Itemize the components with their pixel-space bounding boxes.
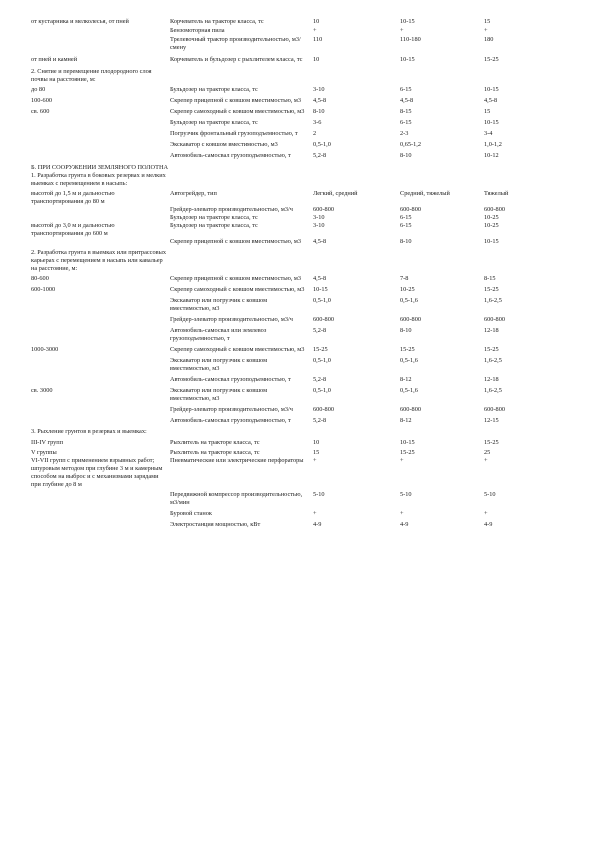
table-cell-c4: 10-15 (400, 18, 415, 25)
table-cell-c3: 8-10 (313, 108, 325, 115)
table-cell-c3: 3-10 (313, 86, 325, 93)
table-cell-c5: 3-4 (484, 130, 493, 137)
table-cell-c5: 25 (484, 449, 491, 456)
table-cell-c4: 4,5-8 (400, 97, 414, 104)
table-cell-c1: св. 600 (31, 108, 50, 115)
table-cell-c2: Скрепер самоходный с ковшом вместимостью, м3 (170, 346, 305, 353)
table-cell-c1: от пней и камней (31, 56, 78, 63)
table-cell-c2: Передвижной компрессор производительностью, м3/мин (170, 491, 303, 506)
table-cell-c4: 4-9 (400, 521, 409, 528)
table-cell-c4: 0,65-1,2 (400, 141, 421, 148)
table-cell-c5: 12-18 (484, 376, 499, 383)
table-cell-c2: Скрепер прицепной с ковшом вместимостью, м3 (170, 275, 302, 282)
table-cell-c5: 600-800 (484, 406, 505, 413)
table-cell-c3: 3-10 (313, 222, 325, 229)
table-row (31, 439, 571, 447)
table-cell-c5: + (484, 510, 488, 517)
table-cell-c2: Скрепер самоходный с ковшом вместимостью, м3 (170, 108, 305, 115)
table-row (31, 18, 571, 26)
table-cell-c4: 6-15 (400, 86, 412, 93)
table-cell-c4: 8-15 (400, 108, 412, 115)
table-cell-c1 (31, 130, 170, 138)
table-cell-c5: 8-15 (484, 275, 496, 282)
table-cell-c5: 1,0-1,2 (484, 141, 502, 148)
table-row (31, 406, 571, 414)
table-cell-c2: Погрузчик фронтальный грузоподъемностью, т (170, 130, 298, 137)
table-cell-c3: 5,2-8 (313, 327, 327, 334)
table-cell-c3: 5-10 (313, 491, 325, 498)
table-cell-c5: 15 (484, 108, 491, 115)
table-cell-c1: 100-600 (31, 97, 52, 104)
table-cell-c1: VI-VII групп с применением взрывных работ; шпуровым методом при глубине 3 м и камерным способом на выброс и с механизмами зарядами при глубине до 8 м (31, 457, 163, 488)
table-cell-c2: Автомобиль-самосвал грузоподъемностью, т (170, 152, 291, 159)
table-cell-c5: 10-15 (484, 86, 499, 93)
table-cell-c4: 10-15 (400, 439, 415, 446)
table-cell-c5: 10-12 (484, 152, 499, 159)
table-cell-c5: 600-800 (484, 316, 505, 323)
table-row (31, 275, 571, 283)
table-row (31, 449, 571, 457)
table-cell-c3: 600-800 (313, 206, 334, 213)
table-row (31, 249, 571, 273)
table-cell-c5: 4,5-8 (484, 97, 498, 104)
table-cell-c4: 0,5-1,6 (400, 387, 418, 394)
table-cell-c2: Автогрейдер, тип (170, 190, 217, 197)
table-cell-c5: 10-15 (484, 119, 499, 126)
table-cell-c5 (484, 172, 564, 188)
document-page (31, 18, 571, 529)
table-row (31, 297, 571, 313)
table-cell-c2 (170, 172, 313, 188)
table-cell-c1 (31, 152, 170, 160)
table-cell-c4: 6-15 (400, 119, 412, 126)
table-cell-c1: высотой до 3,0 м и дальностью транспортирования до 600 м (31, 222, 115, 237)
table-cell-c4: 8-12 (400, 417, 412, 424)
table-cell-c2: Грейдер-элеватор производительностью, м3/ч (170, 206, 293, 213)
table-cell-c1: 2. Снятие и перемещение плодородного слоя почвы на расстояние, м: (31, 68, 152, 83)
table-row (31, 164, 571, 172)
table-row (31, 108, 571, 116)
table-row (31, 56, 571, 64)
table-cell-c5 (484, 428, 564, 436)
table-row (31, 428, 571, 436)
table-cell-c1 (31, 357, 170, 373)
table-cell-c3 (313, 172, 400, 188)
table-cell-c5 (484, 249, 564, 273)
table-cell-c2: Рыхлитель на тракторе класса, тс (170, 449, 260, 456)
table-cell-c2 (170, 249, 313, 273)
table-cell-c3: 0,5-1,0 (313, 297, 331, 304)
table-cell-c3: 10-15 (313, 286, 328, 293)
table-cell-c2: Бульдозер на тракторе класса, тс (170, 119, 258, 126)
table-cell-c5: 1,6-2,5 (484, 297, 502, 304)
table-cell-c3: 0,5-1,0 (313, 387, 331, 394)
table-cell-c3: 0,5-1,0 (313, 357, 331, 364)
table-cell-c3: 10 (313, 439, 320, 446)
table-cell-c5: 600-800 (484, 206, 505, 213)
table-cell-c4: 10-15 (400, 56, 415, 63)
table-cell-c5: 15 (484, 18, 491, 25)
table-cell-c2: Буровой станок (170, 510, 212, 517)
table-cell-c4: 7-8 (400, 275, 409, 282)
table-row (31, 86, 571, 94)
table-cell-c4: 5-10 (400, 491, 412, 498)
table-cell-c4: 0,5-1,6 (400, 357, 418, 364)
table-cell-c1: 80-600 (31, 275, 49, 282)
table-cell-c2: Автомобиль-самосвал или землевоз грузоподъемностью, т (170, 327, 267, 342)
table-cell-c4 (400, 428, 484, 436)
table-cell-c1 (31, 141, 170, 149)
table-cell-c3: 600-800 (313, 316, 334, 323)
table-cell-c1 (31, 238, 170, 246)
table-row (31, 387, 571, 403)
table-row (31, 286, 571, 294)
table-cell-c1: Б. ПРИ СООРУЖЕНИИ ЗЕМЛЯНОГО ПОЛОТНА (31, 164, 169, 171)
table-cell-c5: Тяжелый (484, 190, 509, 197)
table-cell-c4: 2-3 (400, 130, 409, 137)
table-cell-c5: + (484, 27, 488, 34)
table-cell-c1: 1. Разработка грунта в боковых резервах и мелких выемках с перемещением в насыпь: (31, 172, 166, 187)
table-cell-c1 (31, 297, 170, 313)
table-cell-c3: 3-10 (313, 214, 325, 221)
table-cell-c2: Автомобиль-самосвал грузоподъемностью, т (170, 417, 291, 424)
table-cell-c4: 6-15 (400, 214, 412, 221)
table-row (31, 491, 571, 507)
table-cell-c1 (31, 36, 170, 52)
table-cell-c4: 600-800 (400, 206, 421, 213)
table-cell-c2: Грейдер-элеватор производительностью, м3/ч (170, 316, 293, 323)
table-cell-c4: 110-180 (400, 36, 421, 43)
table-cell-c3: 10 (313, 18, 320, 25)
table-row (31, 510, 571, 518)
table-cell-c5: 5-10 (484, 491, 496, 498)
table-cell-c2: Трелевочный трактор производительностью, м3/смену (170, 36, 301, 51)
table-cell-c1 (31, 376, 170, 384)
table-cell-c3: 4-9 (313, 521, 322, 528)
table-cell-c2: Экскаватор или погрузчик с ковшом вместимостью, м3 (170, 387, 268, 402)
table-cell-c1: III-IV групп (31, 439, 64, 446)
table-cell-c4: 10-25 (400, 286, 415, 293)
table-cell-c4: + (400, 510, 404, 517)
table-cell-c3: 4,5-8 (313, 97, 327, 104)
table-row (31, 222, 571, 238)
table-row (31, 141, 571, 149)
table-cell-c5: 15-25 (484, 439, 499, 446)
table-cell-c5: 10-25 (484, 214, 499, 221)
table-cell-c4: 600-800 (400, 316, 421, 323)
table-cell-c4: 8-10 (400, 152, 412, 159)
table-cell-c3 (313, 249, 400, 273)
table-row (31, 27, 571, 35)
table-cell-c3: 4,5-8 (313, 275, 327, 282)
table-cell-c2: Пневматические или электрические перфораторы (170, 457, 304, 464)
table-cell-c4: 600-800 (400, 406, 421, 413)
table-cell-c1 (31, 491, 170, 507)
table-cell-c2: Скрепер самоходный с ковшом вместимостью, м3 (170, 286, 305, 293)
table-cell-c1 (31, 521, 170, 529)
table-cell-c1: св. 3000 (31, 387, 53, 394)
table-cell-c4 (400, 249, 484, 273)
table-cell-c1 (31, 417, 170, 425)
table-cell-c5: 1,6-2,5 (484, 387, 502, 394)
table-cell-c1: до 80 (31, 86, 46, 93)
table-cell-c2: Бульдозер на тракторе класса, тс (170, 86, 258, 93)
table-row (31, 327, 571, 343)
table-cell-c1 (31, 214, 170, 222)
table-cell-c1: 2. Разработка грунта в выемках или притрассовых карьерах с перемещением в насыпь или кавальер на расстояние, м: (31, 249, 166, 272)
table-row (31, 457, 571, 489)
table-cell-c4 (400, 68, 484, 84)
table-cell-c5: 12-15 (484, 417, 499, 424)
table-cell-c1 (31, 119, 170, 127)
table-cell-c1 (31, 206, 170, 214)
table-cell-c1: V группы (31, 449, 57, 456)
table-row (31, 238, 571, 246)
table-row (31, 316, 571, 324)
table-cell-c5: 12-18 (484, 327, 499, 334)
table-cell-c4: 8-10 (400, 238, 412, 245)
table-cell-c3: 5,2-8 (313, 152, 327, 159)
table-cell-c4 (400, 172, 484, 188)
table-cell-c2: Рыхлитель на тракторе класса, тс (170, 439, 260, 446)
table-row (31, 152, 571, 160)
table-cell-c1: 1000-3000 (31, 346, 59, 353)
table-cell-c1: высотой до 1,5 м и дальностью транспортирования до 80 м (31, 190, 115, 205)
table-cell-c1: от кустарника и мелколесья, от пней (31, 18, 129, 25)
table-cell-c4: 0,5-1,6 (400, 297, 418, 304)
table-cell-c4: + (400, 457, 404, 464)
table-row (31, 119, 571, 127)
table-cell-c2: Бульдозер на тракторе класса, тс (170, 222, 258, 229)
table-row (31, 36, 571, 52)
table-cell-c3: 5,2-8 (313, 376, 327, 383)
table-row (31, 190, 571, 206)
table-row (31, 68, 571, 84)
table-row (31, 172, 571, 188)
table-cell-c3: 3-6 (313, 119, 322, 126)
table-cell-c2: Электростанция мощностью, кВт (170, 521, 261, 528)
table-row (31, 97, 571, 105)
table-cell-c3: 600-800 (313, 406, 334, 413)
table-cell-c3: + (313, 510, 317, 517)
table-cell-c5: + (484, 457, 488, 464)
table-cell-c2: Грейдер-элеватор производительностью, м3/ч (170, 406, 293, 413)
table-cell-c2: Скрепер прицепной с ковшом вместимостью, м3 (170, 97, 302, 104)
table-cell-c4: 8-12 (400, 376, 412, 383)
table-cell-c2: Скрепер прицепной с ковшом вместимостью, м3 (170, 238, 302, 245)
table-cell-c5: 10-15 (484, 238, 499, 245)
table-row (31, 417, 571, 425)
table-cell-c1: 600-1000 (31, 286, 56, 293)
table-cell-c3 (313, 68, 400, 84)
table-cell-c2 (170, 68, 313, 84)
table-cell-c1 (31, 406, 170, 414)
table-cell-c3: 5,2-8 (313, 417, 327, 424)
table-cell-c3: 110 (313, 36, 323, 43)
table-cell-c3: 15 (313, 449, 320, 456)
table-cell-c5: 180 (484, 36, 494, 43)
table-row (31, 206, 571, 214)
table-cell-c2: Бульдозер на тракторе класса, тс (170, 214, 258, 221)
table-row (31, 376, 571, 384)
table-cell-c2: Корчеватель и бульдозер с рыхлителем класса, тс (170, 56, 303, 63)
table-cell-c1 (31, 327, 170, 343)
table-cell-c1 (31, 510, 170, 518)
table-cell-c4: 15-25 (400, 346, 415, 353)
table-row (31, 521, 571, 529)
table-cell-c4: + (400, 27, 404, 34)
table-cell-c5: 15-25 (484, 286, 499, 293)
table-cell-c2: Экскаватор или погрузчик с ковшом вместимостью, м3 (170, 297, 268, 312)
table-cell-c2: Экскаватор или погрузчик с ковшом вместимостью, м3 (170, 357, 268, 372)
table-cell-c2: Экскаватор с ковшом вместимостью, м3 (170, 141, 278, 148)
table-cell-c5: 15-25 (484, 56, 499, 63)
table-cell-c1 (31, 27, 170, 35)
table-cell-c4: Средний, тяжелый (400, 190, 450, 197)
table-cell-c3: + (313, 457, 317, 464)
table-cell-c5: 10-25 (484, 222, 499, 229)
table-cell-c5: 4-9 (484, 521, 493, 528)
table-row (31, 130, 571, 138)
table-cell-c3 (313, 428, 400, 436)
table-cell-c5: 15-25 (484, 346, 499, 353)
table-cell-c3: 2 (313, 130, 317, 137)
table-row (31, 357, 571, 373)
table-cell-c2: Автомобиль-самосвал грузоподъемностью, т (170, 376, 291, 383)
table-cell-c3: 0,5-1,0 (313, 141, 331, 148)
table-cell-c1 (31, 316, 170, 324)
table-row (31, 214, 571, 222)
table-row (31, 346, 571, 354)
table-cell-c2: Бензомоторная пила (170, 27, 225, 34)
table-cell-c3: 10 (313, 56, 320, 63)
table-cell-c2 (170, 428, 313, 436)
table-cell-c4: 6-15 (400, 222, 412, 229)
table-cell-c3: + (313, 27, 317, 34)
table-cell-c3: 4,5-8 (313, 238, 327, 245)
table-cell-c4: 8-10 (400, 327, 412, 334)
table-cell-c1: 3. Рыхление грунтов в резервах и выемках: (31, 428, 147, 435)
table-cell-c5 (484, 68, 564, 84)
table-cell-c2: Корчеватель на тракторе класса, тс (170, 18, 264, 25)
table-cell-c3: Легкий, средний (313, 190, 358, 197)
table-cell-c3: 15-25 (313, 346, 328, 353)
table-cell-c5: 1,6-2,5 (484, 357, 502, 364)
table-cell-c4: 15-25 (400, 449, 415, 456)
